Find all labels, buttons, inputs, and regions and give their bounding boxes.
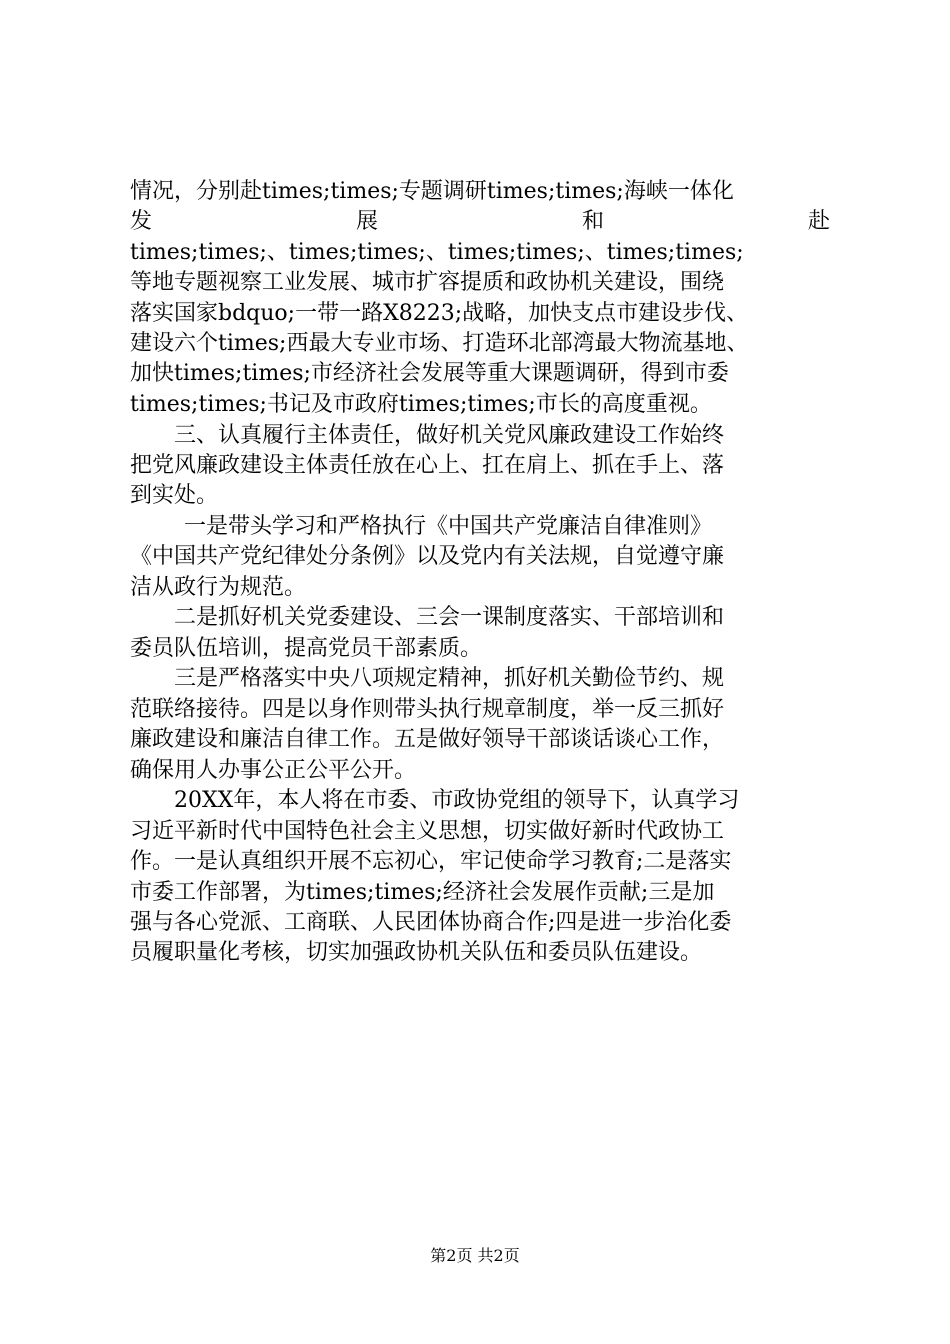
page-number-footer: 第2页 共2页 bbox=[430, 1246, 520, 1265]
paragraph-line: 习近平新时代中国特色社会主义思想，切实做好新时代政协工 bbox=[130, 819, 725, 844]
paragraph-line: 廉政建设和廉洁自律工作。五是做好领导干部谈话谈心工作， bbox=[130, 727, 725, 752]
paragraph-line: 二是抓好机关党委建设、三会一课制度落实、干部培训和 bbox=[174, 605, 725, 630]
paragraph-line: times;times;书记及市政府times;times;市长的高度重视。 bbox=[130, 392, 712, 417]
paragraph-line: 强与各心党派、工商联、人民团体协商合作;四是进一步治化委 bbox=[130, 910, 732, 935]
paragraph-line: 建设六个times;西最大专业市场、打造环北部湾最大物流基地、 bbox=[130, 331, 749, 356]
paragraph-line: 落实国家bdquo;一带一路X8223;战略，加快支点市建设步伐、 bbox=[130, 301, 749, 326]
paragraph-line: 情况，分别赴times;times;专题调研times;times;海峡一体化 bbox=[130, 179, 734, 204]
paragraph-line: 20XX年，本人将在市委、市政协党组的领导下，认真学习 bbox=[174, 788, 740, 813]
paragraph-line: 作。一是认真组织开展不忘初心，牢记使命学习教育;二是落实 bbox=[130, 849, 732, 874]
paragraph-line: times;times;、times;times;、times;times;、times;times; bbox=[130, 240, 744, 265]
paragraph-line: 把党风廉政建设主体责任放在心上、扛在肩上、抓在手上、落 bbox=[130, 453, 725, 478]
paragraph-line: 《中国共产党纪律处分条例》以及党内有关法规，自觉遵守廉 bbox=[130, 544, 725, 569]
spread-char: 赴 bbox=[807, 209, 830, 234]
paragraph-line: 到实处。 bbox=[130, 483, 219, 508]
paragraph-line: 一是带头学习和严格执行《中国共产党廉洁自律准则》 bbox=[184, 514, 713, 539]
paragraph-line: 洁从政行为规范。 bbox=[130, 575, 307, 600]
paragraph-line: 三是严格落实中央八项规定精神，抓好机关勤俭节约、规 bbox=[174, 666, 725, 691]
spread-char: 发 bbox=[130, 209, 153, 234]
paragraph-line: 员履职量化考核，切实加强政协机关队伍和委员队伍建设。 bbox=[130, 940, 703, 965]
paragraph-line: 委员队伍培训，提高党员干部素质。 bbox=[130, 636, 483, 661]
paragraph-line: 确保用人办事公正公平公开。 bbox=[130, 758, 417, 783]
paragraph-spread-line bbox=[130, 207, 830, 237]
spread-char: 和 bbox=[581, 209, 604, 234]
paragraph-line: 市委工作部署，为times;times;经济社会发展作贡献;三是加 bbox=[130, 880, 715, 905]
paragraph-line: 等地专题视察工业发展、城市扩容提质和政协机关建设，围绕 bbox=[130, 270, 725, 295]
paragraph-line: 范联络接待。四是以身作则带头执行规章制度，举一反三抓好 bbox=[130, 697, 725, 722]
spread-char: 展 bbox=[355, 209, 378, 234]
paragraph-line: 三、认真履行主体责任，做好机关党风廉政建设工作始终 bbox=[174, 423, 725, 448]
paragraph-line: 加快times;times;市经济社会发展等重大课题调研，得到市委 bbox=[130, 361, 729, 386]
